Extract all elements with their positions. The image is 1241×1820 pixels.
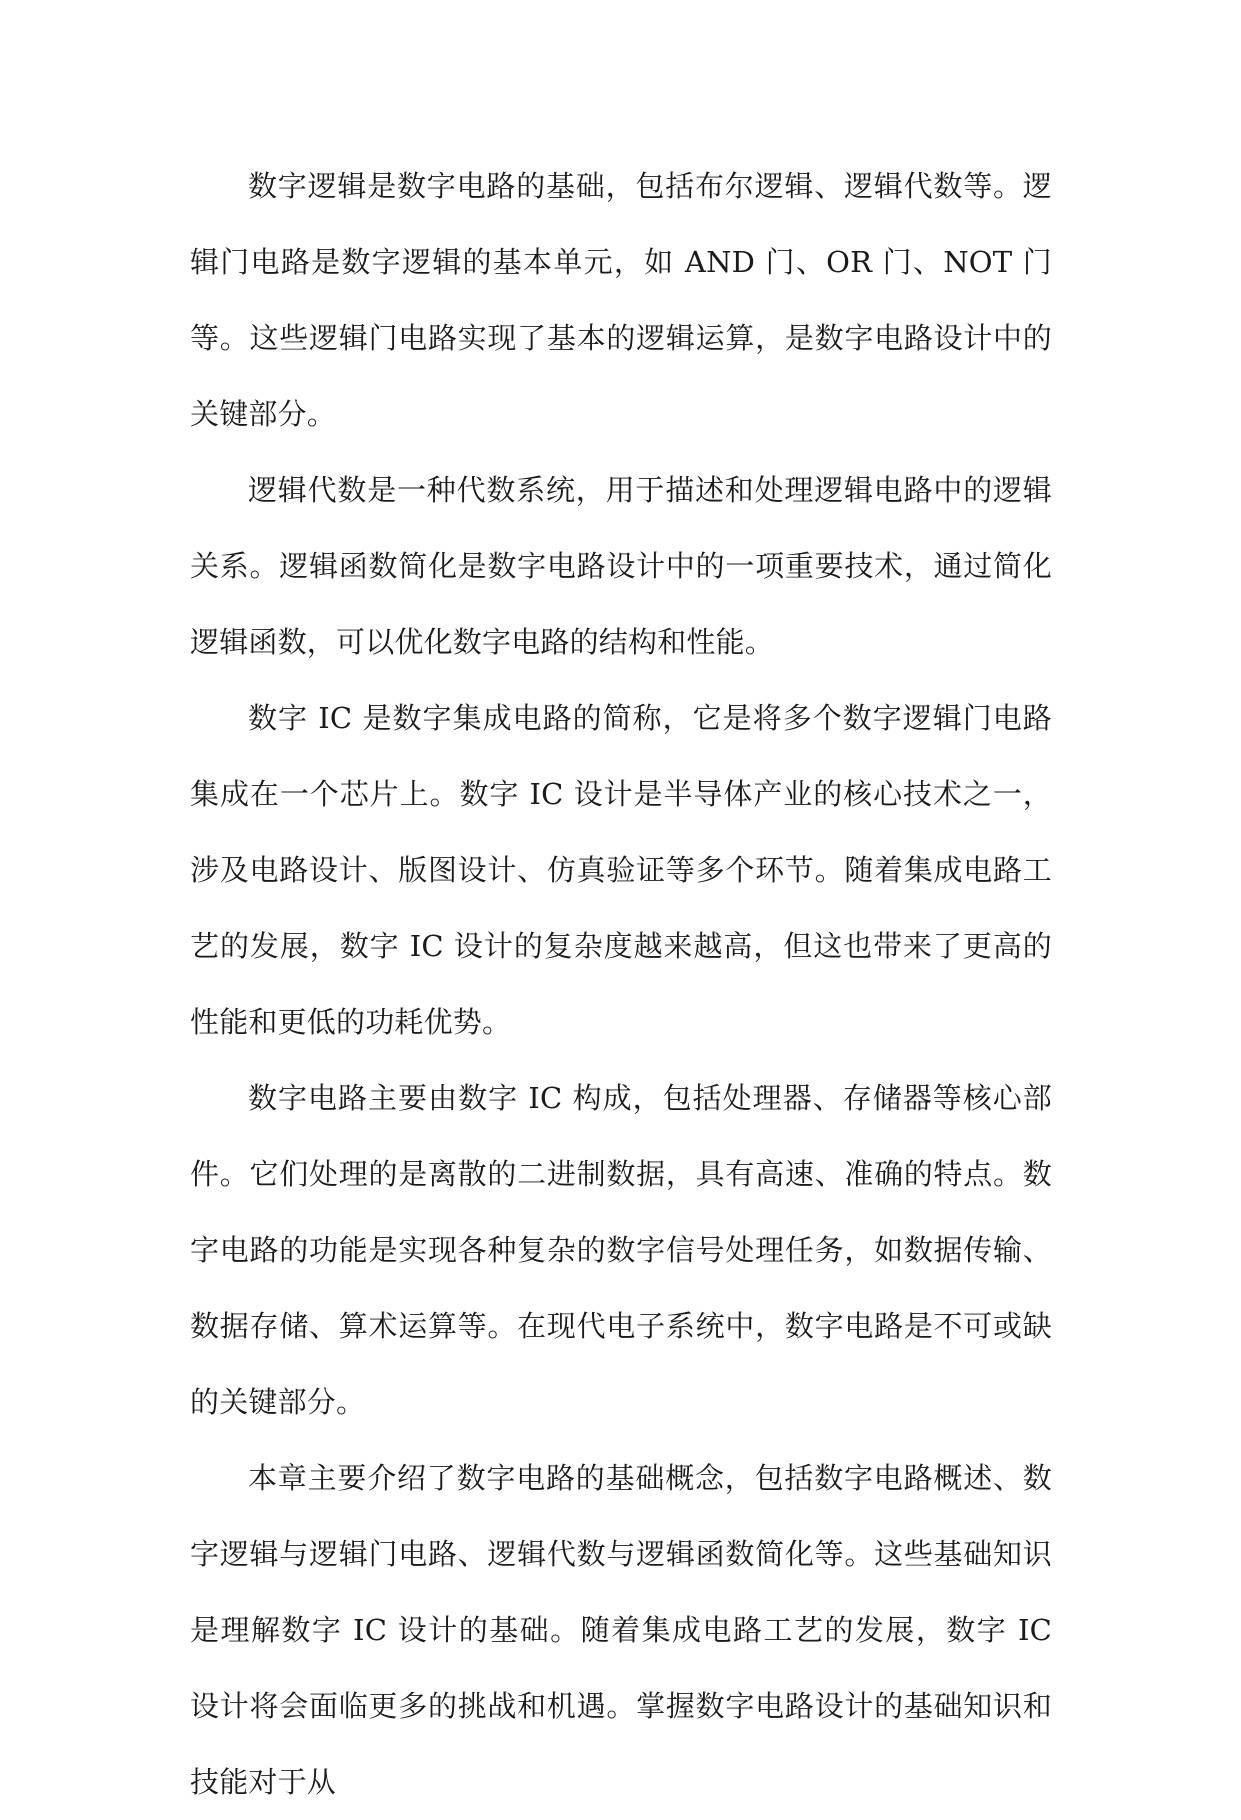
paragraph-digital-circuit: 数字电路主要由数字 IC 构成，包括处理器、存储器等核心部件。它们处理的是离散的二进制数据，具有高速、准确的特点。数字电路的功能是实现各种复杂的数字信号处理任务，如数据传输、数据存储、算术运算等。在现代电子系统中，数字电路是不可或缺的关键部分。 [190, 1081, 1052, 1419]
paragraph-digital-ic: 数字 IC 是数字集成电路的简称，它是将多个数字逻辑门电路集成在一个芯片上。数字 IC 设计是半导体产业的核心技术之一，涉及电路设计、版图设计、仿真验证等多个环节。随着集成电路工艺的发展，数字 IC 设计的复杂度越来越高，但这也带来了更高的性能和更低的功耗优势。 [190, 701, 1052, 1039]
paragraph-chapter-summary: 本章主要介绍了数字电路的基础概念，包括数字电路概述、数字逻辑与逻辑门电路、逻辑代数与逻辑函数简化等。这些基础知识是理解数字 IC 设计的基础。随着集成电路工艺的发展，数字 IC 设计将会面临更多的挑战和机遇。掌握数字电路设计的基础知识和技能对于从 [190, 1461, 1052, 1799]
paragraph-logic-algebra: 逻辑代数是一种代数系统，用于描述和处理逻辑电路中的逻辑关系。逻辑函数简化是数字电路设计中的一项重要技术，通过简化逻辑函数，可以优化数字电路的结构和性能。 [190, 473, 1052, 659]
paragraph-digital-logic: 数字逻辑是数字电路的基础，包括布尔逻辑、逻辑代数等。逻辑门电路是数字逻辑的基本单元，如 AND 门、OR 门、NOT 门等。这些逻辑门电路实现了基本的逻辑运算，是数字电路设计中的关键部分。 [190, 169, 1052, 431]
document-body [190, 148, 1052, 1820]
